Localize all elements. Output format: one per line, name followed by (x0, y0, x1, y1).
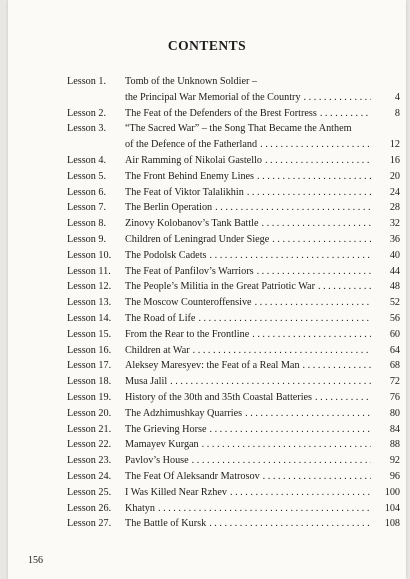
lesson-title-wrap (121, 406, 374, 422)
lesson-title: The Front Behind Enemy Lines (125, 170, 255, 182)
page-ref: 52 (389, 297, 400, 309)
page-ref: 36 (389, 233, 400, 245)
dot-leader (263, 469, 371, 485)
lesson-title: Children of Leningrad Under Siege (125, 233, 270, 245)
page-ref: 8 (394, 107, 400, 119)
page-ref: 60 (389, 328, 400, 340)
lesson-title-wrap (121, 232, 374, 248)
toc-entry (67, 390, 400, 406)
page-ref: 12 (389, 139, 400, 151)
dot-leader (252, 327, 371, 343)
lesson-number: Lesson 24. (67, 470, 112, 482)
lesson-title-wrap (121, 279, 374, 295)
lesson-title: Tomb of the Unknown Soldier – (125, 76, 257, 87)
dot-leader (215, 200, 371, 216)
lesson-title: The Road of Life (125, 312, 196, 324)
toc-entry (67, 169, 400, 185)
page-ref: 92 (389, 455, 400, 467)
lesson-title-wrap (121, 469, 374, 485)
toc-entry (67, 185, 400, 201)
toc-entry (67, 216, 400, 232)
dot-leader (158, 501, 371, 517)
toc-entry (67, 121, 400, 137)
lesson-title-wrap (121, 153, 374, 169)
lesson-title: History of the 30th and 35th Coastal Batteries (125, 391, 313, 403)
lesson-title: the Principal War Memorial of the Country (125, 91, 301, 103)
dot-leader (257, 169, 371, 185)
lesson-title-wrap (121, 90, 374, 106)
page-ref: 4 (394, 91, 400, 103)
lesson-number: Lesson 8. (67, 218, 107, 230)
dot-leader (315, 390, 371, 406)
page-ref: 68 (389, 360, 400, 372)
table-of-contents (67, 74, 400, 532)
lesson-title-wrap (121, 358, 374, 374)
lesson-title-wrap (121, 137, 374, 153)
lesson-title-wrap (121, 169, 374, 185)
dot-leader (193, 343, 371, 359)
dot-leader (272, 232, 371, 248)
dot-leader (209, 422, 371, 438)
dot-leader (170, 374, 371, 390)
lesson-title: The Berlin Operation (125, 202, 213, 214)
page-ref: 84 (389, 423, 400, 435)
lesson-number: Lesson 14. (67, 312, 112, 324)
page-ref: 72 (389, 376, 400, 388)
lesson-title-wrap (121, 295, 374, 311)
lesson-title: The Grieving Horse (125, 423, 207, 435)
page-ref: 88 (389, 439, 400, 451)
page-ref: 40 (389, 249, 400, 261)
lesson-number: Lesson 18. (67, 376, 112, 388)
dot-leader (255, 295, 371, 311)
lesson-title-wrap (121, 453, 374, 469)
page-ref: 32 (389, 218, 400, 230)
toc-entry (67, 248, 400, 264)
page-ref: 80 (389, 407, 400, 419)
lesson-number: Lesson 2. (67, 107, 107, 119)
lesson-title-wrap (121, 121, 374, 137)
dot-leader (230, 485, 371, 501)
dot-leader (198, 311, 371, 327)
lesson-number: Lesson 22. (67, 439, 112, 451)
lesson-title: The Moscow Counteroffensive (125, 297, 252, 309)
toc-entry (67, 516, 400, 532)
dot-leader (265, 153, 371, 169)
page-ref: 104 (384, 502, 400, 514)
dot-leader (304, 90, 371, 106)
dot-leader (247, 185, 371, 201)
lesson-number: Lesson 27. (67, 518, 112, 530)
page-ref: 48 (389, 281, 400, 293)
lesson-number: Lesson 15. (67, 328, 112, 340)
lesson-title-wrap (121, 185, 374, 201)
page-ref: 96 (389, 470, 400, 482)
dot-leader (245, 406, 371, 422)
lesson-title: I Was Killed Near Rzhev (125, 486, 227, 498)
lesson-title-wrap (121, 343, 374, 359)
lesson-title-wrap (121, 264, 374, 280)
page-ref: 20 (389, 170, 400, 182)
toc-entry (67, 153, 400, 169)
lesson-title: The Adzhimushkay Quarries (125, 407, 243, 419)
lesson-number: Lesson 19. (67, 391, 112, 403)
lesson-number: Lesson 4. (67, 154, 107, 166)
page-ref: 100 (384, 486, 400, 498)
lesson-title: Air Ramming of Nikolai Gastello (125, 154, 262, 166)
page-ref: 56 (389, 312, 400, 324)
page-ref: 28 (389, 202, 400, 214)
dot-leader (192, 453, 371, 469)
toc-entry (67, 485, 400, 501)
page-ref: 64 (389, 344, 400, 356)
toc-entry (67, 437, 400, 453)
lesson-title: The Feat of the Defenders of the Brest Fortress (125, 107, 317, 119)
dot-leader (257, 264, 371, 280)
toc-entry (67, 137, 400, 153)
lesson-number: Lesson 5. (67, 170, 107, 182)
lesson-title: The Feat Of Aleksandr Matrosov (125, 470, 260, 482)
lesson-title-wrap (121, 516, 374, 532)
toc-entry (67, 374, 400, 390)
toc-entry (67, 422, 400, 438)
dot-leader (202, 437, 371, 453)
toc-entry (67, 501, 400, 517)
page-ref: 108 (384, 518, 400, 530)
dot-leader (210, 248, 372, 264)
page-ref: 16 (389, 154, 400, 166)
lesson-title-wrap (121, 216, 374, 232)
toc-entry (67, 74, 400, 90)
lesson-number: Lesson 1. (67, 76, 107, 87)
lesson-number: Lesson 9. (67, 233, 107, 245)
dot-leader (209, 516, 371, 532)
dot-leader (262, 216, 371, 232)
dot-leader (320, 106, 371, 122)
toc-entry (67, 232, 400, 248)
lesson-number: Lesson 25. (67, 486, 112, 498)
lesson-title-wrap (121, 200, 374, 216)
lesson-title: From the Rear to the Frontline (125, 328, 250, 340)
lesson-title-wrap (121, 501, 374, 517)
lesson-number: Lesson 10. (67, 249, 112, 261)
toc-entry (67, 279, 400, 295)
lesson-title-wrap (121, 374, 374, 390)
lesson-title-wrap (121, 327, 374, 343)
lesson-number: Lesson 16. (67, 344, 112, 356)
lesson-title: “The Sacred War” – the Song That Became the Anthem (125, 123, 352, 135)
toc-entry (67, 106, 400, 122)
lesson-title: Mamayev Kurgan (125, 439, 199, 451)
lesson-number: Lesson 23. (67, 455, 112, 467)
lesson-title: Pavlov’s House (125, 455, 189, 467)
toc-entry (67, 343, 400, 359)
lesson-title: The Podolsk Cadets (125, 249, 207, 261)
toc-entry (67, 327, 400, 343)
dot-leader (318, 279, 371, 295)
toc-entry (67, 469, 400, 485)
lesson-title-wrap (121, 106, 374, 122)
lesson-title-wrap (121, 485, 374, 501)
lesson-title: Aleksey Maresyev: the Feat of a Real Man (125, 360, 300, 372)
toc-entry (67, 453, 400, 469)
lesson-number: Lesson 11. (67, 265, 111, 277)
toc-entry (67, 200, 400, 216)
lesson-number: Lesson 21. (67, 423, 112, 435)
lesson-title: Khatyn (125, 502, 155, 514)
toc-entry (67, 311, 400, 327)
lesson-number: Lesson 17. (67, 360, 112, 372)
lesson-title-wrap (121, 437, 374, 453)
lesson-number: Lesson 7. (67, 202, 107, 214)
lesson-number: Lesson 13. (67, 297, 112, 309)
page-number: 156 (28, 555, 43, 566)
lesson-title-wrap (121, 248, 374, 264)
lesson-number: Lesson 12. (67, 281, 112, 293)
lesson-title: of the Defence of the Fatherland (125, 139, 258, 151)
lesson-title: The People’s Militia in the Great Patriotic War (125, 281, 315, 293)
page-ref: 76 (389, 391, 400, 403)
book-page (8, 0, 406, 579)
toc-entry (67, 358, 400, 374)
lesson-title: The Battle of Kursk (125, 518, 207, 530)
lesson-title-wrap (121, 422, 374, 438)
toc-entry (67, 264, 400, 280)
lesson-title: Zinovy Kolobanov’s Tank Battle (125, 218, 259, 230)
toc-entry (67, 295, 400, 311)
lesson-title: Children at War (125, 344, 190, 356)
lesson-title-wrap (121, 311, 374, 327)
page-title: CONTENTS (167, 38, 247, 53)
lesson-title: Musa Jalil (125, 376, 168, 388)
page-ref: 44 (389, 265, 400, 277)
lesson-number: Lesson 6. (67, 186, 107, 198)
lesson-title-wrap (121, 390, 374, 406)
lesson-title-wrap (121, 74, 374, 90)
lesson-number: Lesson 3. (67, 123, 107, 135)
lesson-title: The Feat of Viktor Talalikhin (125, 186, 244, 198)
lesson-number: Lesson 26. (67, 502, 112, 514)
lesson-title: The Feat of Panfilov’s Warriors (125, 265, 254, 277)
toc-entry (67, 90, 400, 106)
page-ref: 24 (389, 186, 400, 198)
toc-entry (67, 406, 400, 422)
dot-leader (260, 137, 371, 153)
lesson-number: Lesson 20. (67, 407, 112, 419)
dot-leader (303, 358, 371, 374)
